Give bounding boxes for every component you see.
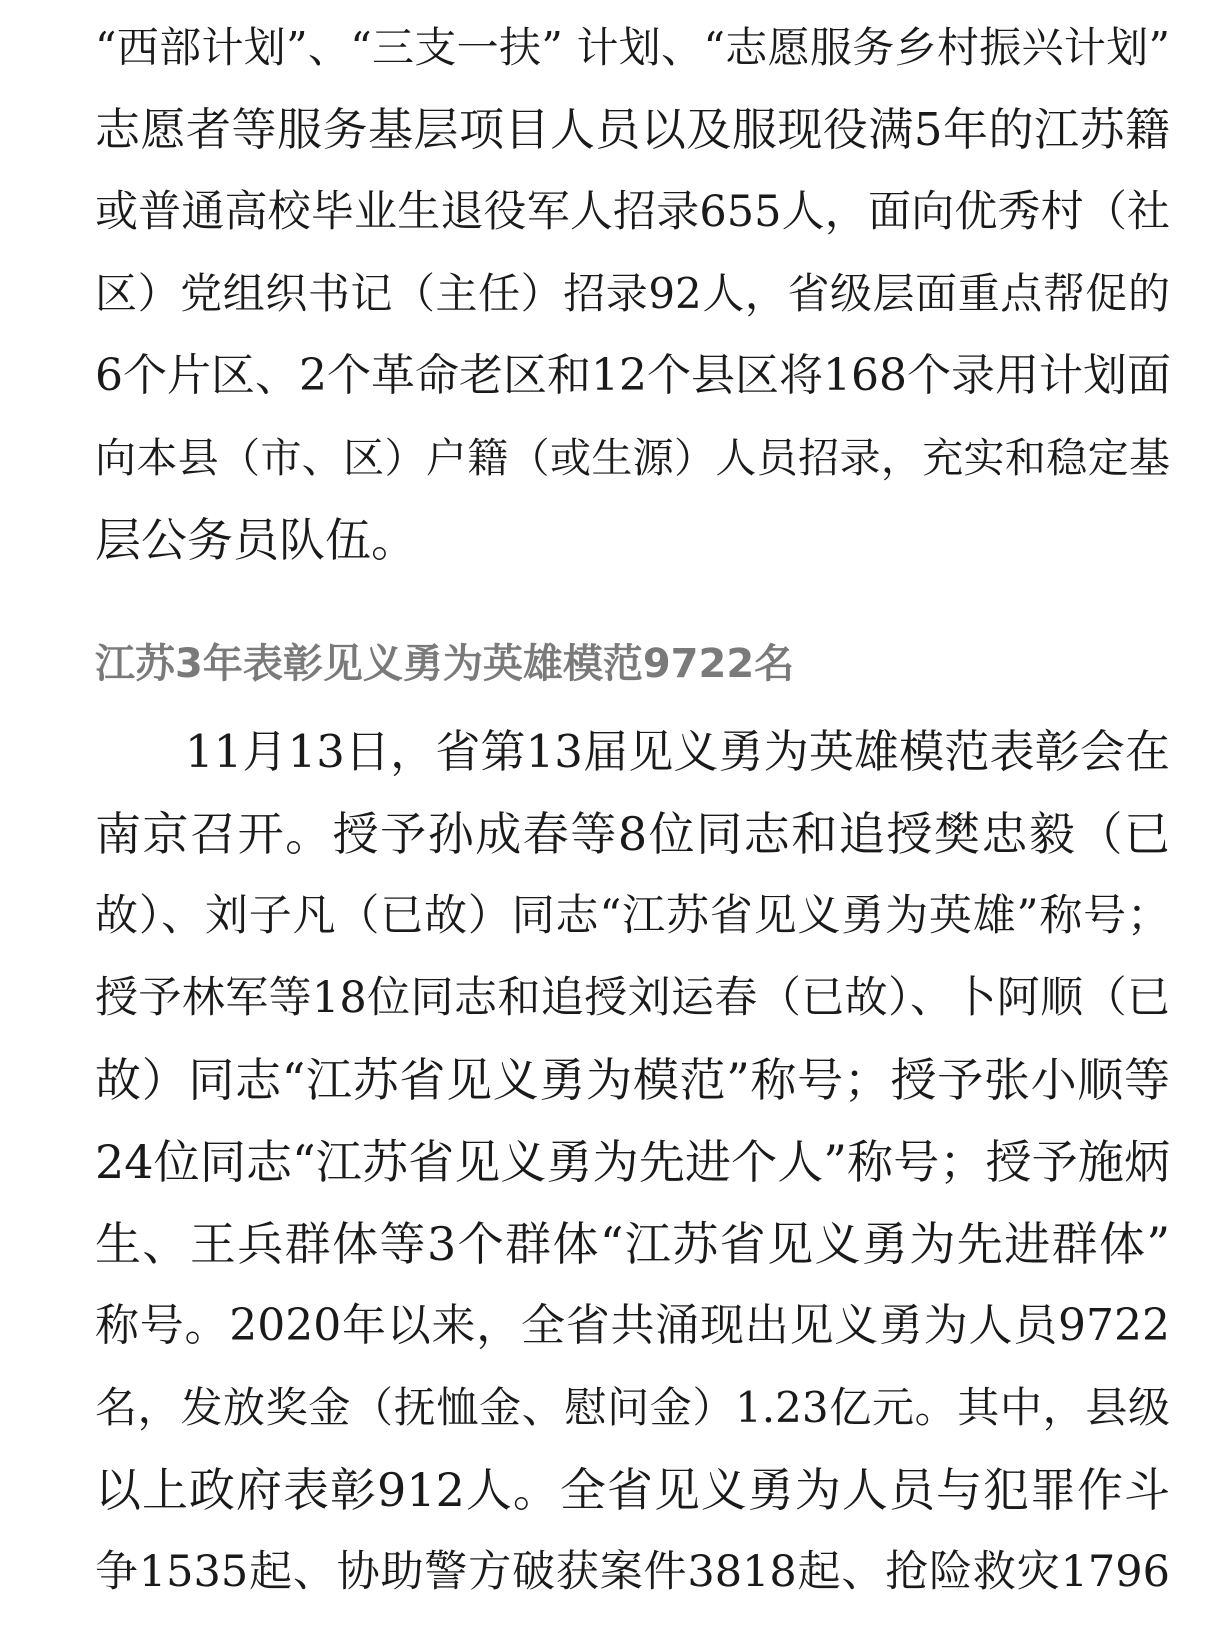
paragraph-line: 称号。2020年以来，全省共涌现出见义勇为人员9722 [95,1300,1170,1351]
paragraph-line: 名，发放奖金（抚恤金、慰问金）1.23亿元。其中，县级 [95,1383,1170,1432]
paragraph-line: “西部计划”、“三支一扶” 计划、“志愿服务乡村振兴计划” [95,23,1170,72]
section-heading: 江苏3年表彰见义勇为英雄模范9722名 [95,641,795,687]
paragraph-line: 11月13日，省第13届见义勇为英雄模范表彰会在 [185,725,1170,778]
paragraph-line: 区）党组织书记（主任）招录92人，省级层面重点帮促的 [95,269,1170,318]
paragraph-line: 层公务员队伍。 [95,513,417,567]
paragraph-line: 故）同志“江苏省见义勇为模范”称号；授予张小顺等 [95,1053,1170,1107]
paragraph-line: 向本县（市、区）户籍（或生源）人员招录，充实和稳定基 [95,434,1170,482]
paragraph-line: 争1535起、协助警方破获案件3818起、抢险救灾1796 [95,1547,1170,1597]
paragraph-line: 故）、刘子凡（已故）同志“江苏省见义勇为英雄”称号； [95,891,1170,941]
paragraph-line: 授予林军等18位同志和追授刘运春（已故）、卜阿顺（已 [95,973,1170,1023]
paragraph-line: 生、王兵群体等3个群体“江苏省见义勇为先进群体” [95,1217,1170,1271]
paragraph-line: 24位同志“江苏省见义勇为先进个人”称号；授予施炳 [95,1135,1170,1189]
paragraph-line: 志愿者等服务基层项目人员以及服现役满5年的江苏籍 [95,103,1170,156]
paragraph-line: 以上政府表彰912人。全省见义勇为人员与犯罪作斗 [95,1463,1170,1517]
paragraph-line: 或普通高校毕业生退役军人招录655人，面向优秀村（社 [95,187,1170,237]
paragraph-line: 6个片区、2个革命老区和12个县区将168个录用计划面 [95,350,1171,401]
paragraph-line: 南京召开。授予孙成春等8位同志和追授樊忠毅（已 [95,807,1170,861]
